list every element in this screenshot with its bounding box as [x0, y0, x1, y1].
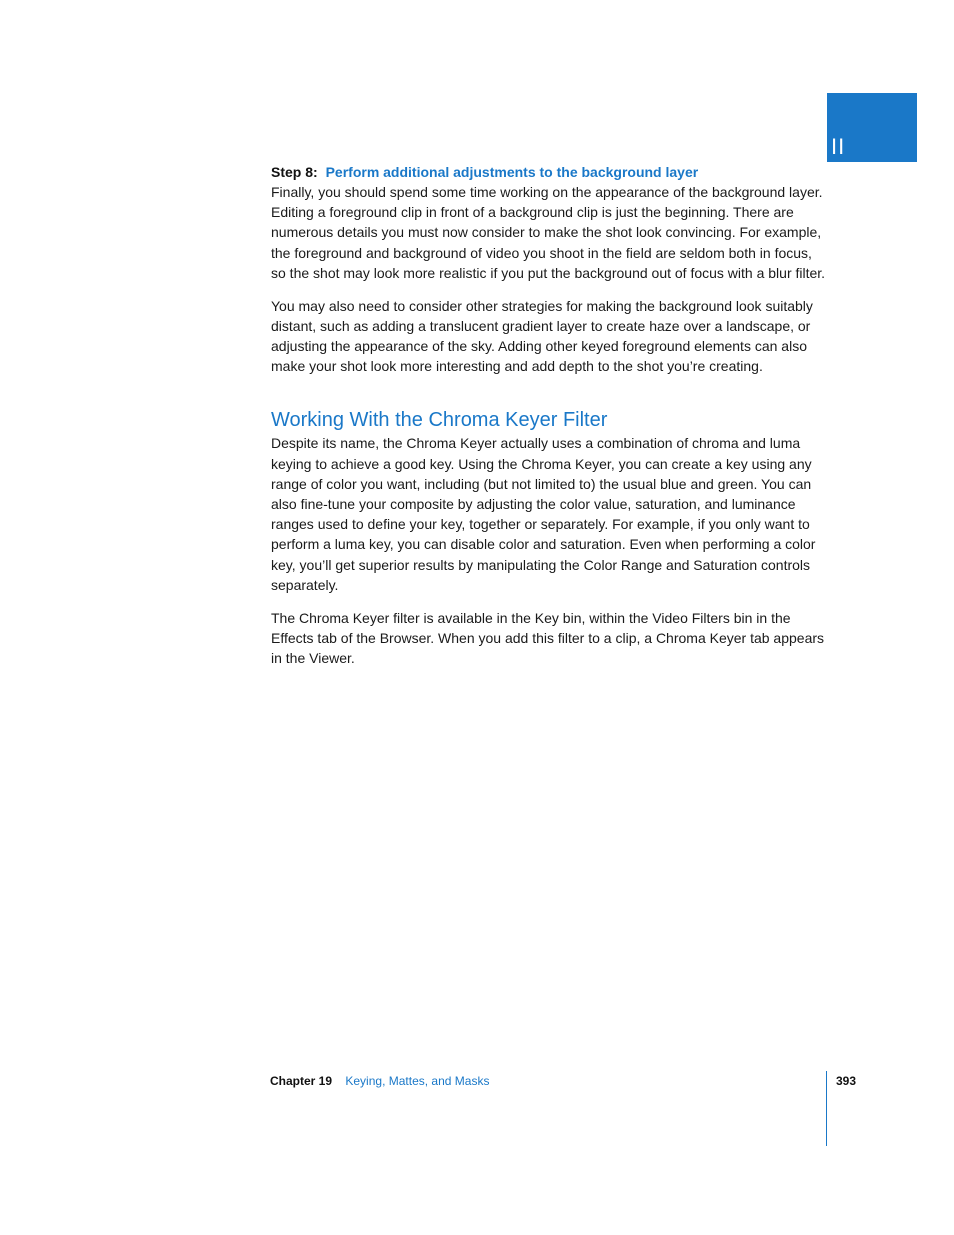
part-tab [827, 93, 917, 162]
step-title: Perform additional adjustments to the background layer [325, 164, 699, 180]
section-heading: Working With the Chroma Keyer Filter [271, 409, 608, 432]
body-paragraph: You may also need to consider other strategies for making the background look suitably distant, such as adding a translucent gradient layer to create haze over a landscape, or adjusting the appearance of the sky. Adding other keyed foreground elements can also make your shot look more interesting and add depth to the shot you’re creating. [271, 297, 813, 375]
page-footer [270, 1073, 489, 1089]
page-content [271, 162, 827, 681]
part-numeral: II [831, 134, 846, 159]
chapter-title: Keying, Mattes, and Masks [345, 1074, 490, 1088]
body-paragraph: The Chroma Keyer filter is available in the Key bin, within the Video Filters bin in the Effects tab of the Browser. When you add this filter to a clip, a Chroma Keyer tab appears in the Viewer. [271, 609, 825, 667]
body-paragraph: Finally, you should spend some time working on the appearance of the background layer. Editing a foreground clip in front of a background clip is just the beginning. There are numerous details you must now consider to make the shot look convincing. For example, the foreground and background of video you shoot in the field are seldom both in focus, so the shot may look more realistic if you put the background out of focus with a blur filter. [271, 184, 826, 281]
page-number: 393 [836, 1074, 857, 1088]
footer-divider [826, 1071, 827, 1146]
step-heading [271, 162, 827, 182]
body-paragraph: Despite its name, the Chroma Keyer actually uses a combination of chroma and luma keying to achieve a good key. Using the Chroma Keyer, you can create a key using any range of color you want, including (but not limited to) the usual blue and green. You can also fine-tune your composite by adjusting the color value, saturation, and luminance ranges used to define your key, together or separately. For example, if you only want to perform a luma key, you can disable color and saturation. Even when performing a color key, you’ll get superior results by manipulating the Color Range and Saturation controls separately. [271, 435, 816, 593]
step-label: Step 8: [271, 164, 318, 180]
chapter-label: Chapter 19 [270, 1074, 333, 1088]
